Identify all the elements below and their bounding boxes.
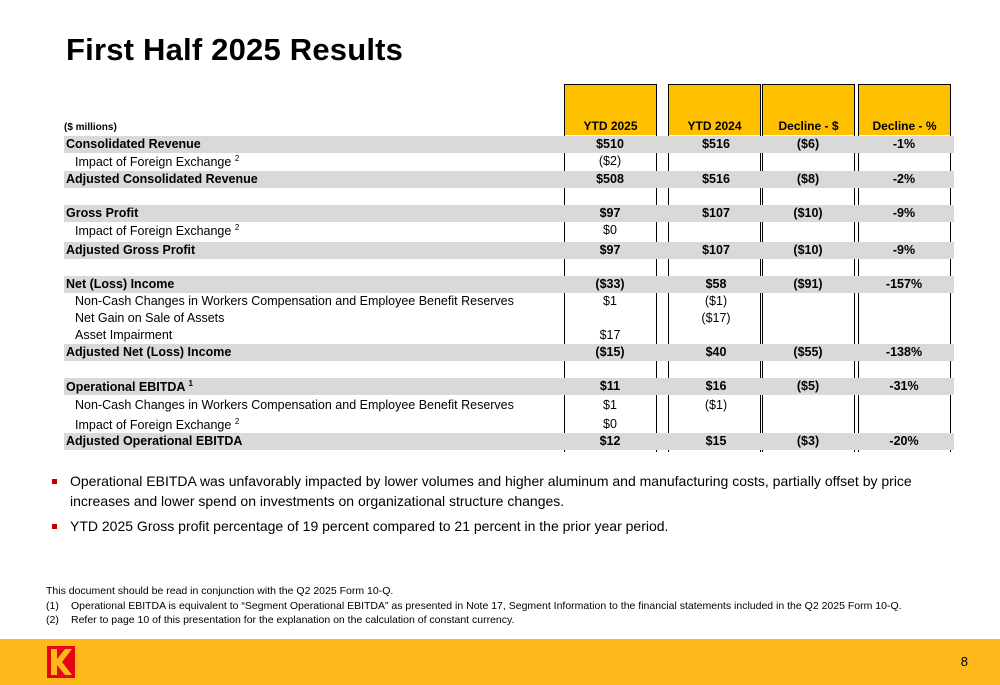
row-label: Gross Profit	[66, 206, 139, 220]
row-label: Impact of Foreign Exchange $^2$	[75, 154, 240, 169]
table-row	[64, 205, 954, 222]
row-value: ($6)	[796, 137, 820, 151]
footnotes	[46, 584, 902, 628]
table-row	[64, 171, 954, 188]
row-label: Consolidated Revenue	[66, 137, 201, 151]
footnote-ref: 2	[234, 417, 240, 426]
row-value: ($33)	[595, 277, 625, 291]
row-value: $510	[596, 137, 624, 151]
row-value: $58	[705, 277, 727, 291]
bullet-marker-icon	[52, 524, 57, 529]
footnote-ref: 1	[188, 379, 193, 388]
table-row	[64, 416, 954, 433]
row-label: Adjusted Consolidated Revenue	[66, 172, 258, 186]
row-label: Adjusted Operational EBITDA	[66, 434, 243, 448]
page-number: 8	[960, 654, 968, 669]
bullet-list	[52, 472, 952, 543]
row-label: Operational EBITDA $^1$	[66, 379, 193, 394]
footnote-text: Operational EBITDA is equivalent to “Segment Operational EBITDA” as presented in Note 17, Segment Information to the financial statements included in the Q2 2025 Form 10-Q.	[71, 599, 902, 612]
row-value: ($55)	[793, 345, 823, 359]
row-value: -157%	[885, 277, 923, 291]
row-value: $516	[702, 172, 730, 186]
kodak-k-logo-icon	[47, 646, 75, 678]
column-header-label: YTD 2024	[687, 119, 742, 133]
column-header	[564, 84, 657, 135]
row-value: ($10)	[793, 206, 823, 220]
table-row	[64, 433, 954, 450]
footnote-item	[46, 613, 902, 628]
row-value: $0	[603, 417, 617, 431]
row-value: -138%	[885, 345, 923, 359]
row-value: $1	[603, 398, 617, 412]
row-value: ($10)	[793, 243, 823, 257]
column-header-label: Decline - %	[872, 119, 937, 133]
row-value: -2%	[892, 172, 916, 186]
row-value: ($1)	[704, 294, 728, 308]
row-value: ($3)	[796, 434, 820, 448]
table-row	[64, 276, 954, 293]
column-header	[762, 84, 855, 135]
bullet-item	[52, 472, 952, 511]
row-label: Asset Impairment	[75, 328, 173, 342]
row-value: -9%	[892, 206, 916, 220]
column-header-label: Decline - $	[778, 119, 839, 133]
footnote-ref: 2	[234, 223, 240, 232]
bullet-item	[52, 517, 952, 537]
row-value: $16	[705, 379, 727, 393]
row-value: $17	[599, 328, 621, 342]
table-row	[64, 259, 954, 276]
row-value: ($8)	[796, 172, 820, 186]
row-label: Non-Cash Changes in Workers Compensation and Employee Benefit Reserves	[75, 398, 514, 412]
row-value: $97	[599, 206, 621, 220]
row-label: Impact of Foreign Exchange $^2$	[75, 223, 240, 238]
row-value: -1%	[892, 137, 916, 151]
bullet-text: Operational EBITDA was unfavorably impacted by lower volumes and higher aluminum and manufacturing costs, partially offset by price increases and lower spend on investments on organizational structure changes.	[70, 473, 912, 509]
row-label: Non-Cash Changes in Workers Compensation and Employee Benefit Reserves	[75, 294, 514, 308]
column-header	[668, 84, 761, 135]
row-label: Adjusted Net (Loss) Income	[66, 345, 232, 359]
table-row	[64, 397, 954, 414]
row-value: $12	[599, 434, 621, 448]
row-label: Impact of Foreign Exchange $^2$	[75, 417, 240, 432]
column-header	[858, 84, 951, 135]
table-row	[64, 153, 954, 170]
row-label: Net Gain on Sale of Assets	[75, 311, 225, 325]
row-value: ($15)	[595, 345, 625, 359]
row-value: -9%	[892, 243, 916, 257]
column-header-label: YTD 2025	[583, 119, 638, 133]
row-value: $15	[705, 434, 727, 448]
table-row	[64, 293, 954, 310]
table-row	[64, 222, 954, 239]
footnote-ref: 2	[234, 154, 240, 163]
page-title: First Half 2025 Results	[66, 32, 404, 67]
table-row	[64, 344, 954, 361]
footnote-number: (1)	[46, 599, 59, 612]
row-label: Net (Loss) Income	[66, 277, 175, 291]
row-value: -20%	[889, 434, 919, 448]
table-row	[64, 242, 954, 259]
footnote-number: (2)	[46, 614, 59, 626]
row-value: ($91)	[793, 277, 823, 291]
bullet-marker-icon	[52, 479, 57, 484]
row-value: $40	[705, 345, 727, 359]
row-value: ($1)	[704, 398, 728, 412]
table-row	[64, 310, 954, 327]
row-value: $0	[603, 223, 617, 237]
row-value: ($17)	[701, 311, 731, 325]
row-value: ($2)	[598, 154, 622, 168]
table-row	[64, 136, 954, 153]
table-row	[64, 188, 954, 205]
row-value: $97	[599, 243, 621, 257]
row-value: $11	[599, 379, 621, 393]
units-label: ($ millions)	[64, 122, 117, 133]
footnote-intro: This document should be read in conjunction with the Q2 2025 Form 10-Q.	[46, 585, 394, 597]
row-value: ($5)	[796, 379, 820, 393]
bullet-text: YTD 2025 Gross profit percentage of 19 percent compared to 21 percent in the prior year period.	[70, 518, 669, 534]
footnote-item	[46, 599, 902, 614]
row-value: -31%	[889, 379, 919, 393]
row-value: $508	[596, 172, 624, 186]
row-label: Adjusted Gross Profit	[66, 243, 196, 257]
row-value: $107	[702, 243, 730, 257]
table-row	[64, 327, 954, 344]
table-row	[64, 378, 954, 395]
row-value: $107	[702, 206, 730, 220]
footer-bar	[0, 639, 1000, 685]
row-value: $1	[603, 294, 617, 308]
row-value: $516	[702, 137, 730, 151]
table-row	[64, 361, 954, 378]
footnote-text: Refer to page 10 of this presentation for the explanation on the calculation of constant currency.	[71, 614, 515, 626]
